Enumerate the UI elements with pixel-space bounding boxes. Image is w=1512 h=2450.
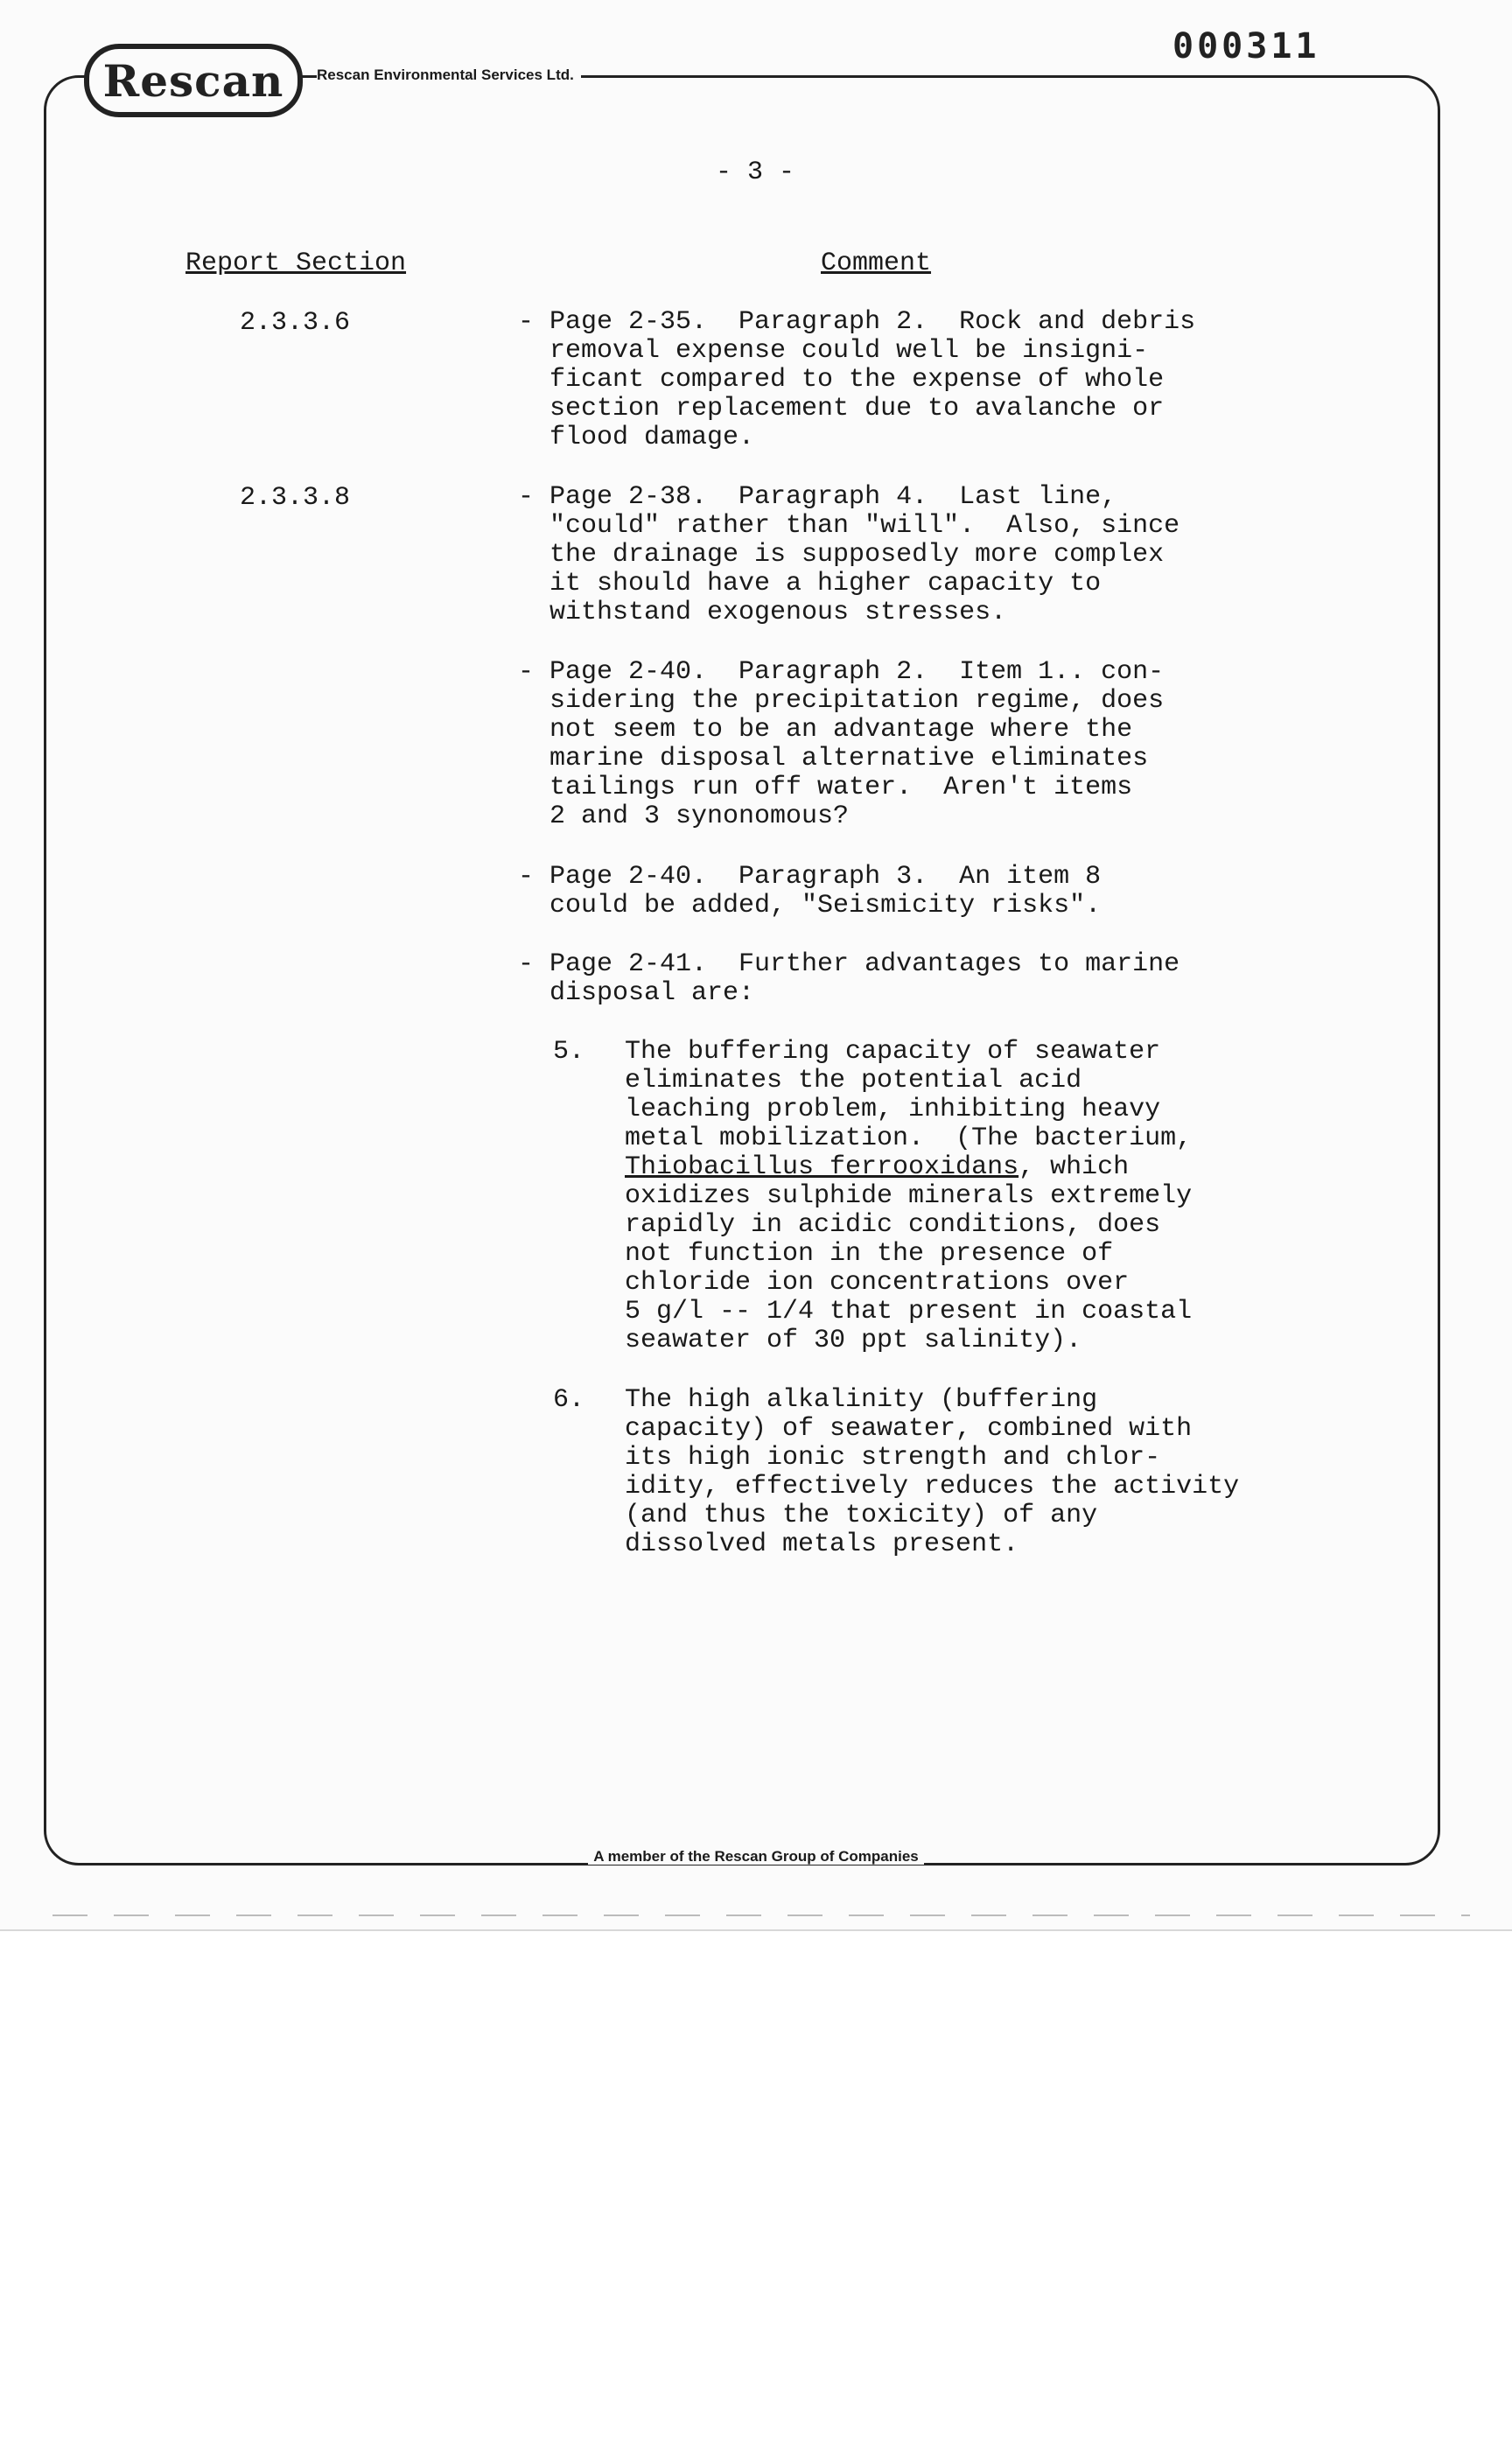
comment-line: "could" rather than "will". Also, since (518, 511, 1180, 541)
item-line: chloride ion concentrations over (625, 1268, 1130, 1298)
item-line: (and thus the toxicity) of any (625, 1501, 1098, 1530)
item-number: 6. (553, 1385, 585, 1415)
item-line: oxidizes sulphide minerals extremely (625, 1181, 1193, 1211)
comment-line: - Page 2-40. Paragraph 3. An item 8 (518, 862, 1102, 892)
item-line: leaching problem, inhibiting heavy (625, 1095, 1161, 1124)
comment-line: it should have a higher capacity to (518, 569, 1102, 598)
item-line: rapidly in acidic conditions, does (625, 1210, 1161, 1240)
species-name: Thiobacillus ferrooxidans (625, 1152, 1019, 1182)
page-number: - 3 - (716, 158, 795, 187)
comment-line: section replacement due to avalanche or (518, 394, 1165, 424)
comment-line: marine disposal alternative eliminates (518, 744, 1149, 774)
comment-line: sidering the precipitation regime, does (518, 686, 1165, 716)
item-line: seawater of 30 ppt salinity). (625, 1326, 1082, 1355)
section-id: 2.3.3.6 (240, 308, 351, 338)
comment-line: ficant compared to the expense of whole (518, 365, 1165, 395)
comment-line: could be added, "Seismicity risks". (518, 891, 1102, 920)
comment-line: not seem to be an advantage where the (518, 715, 1133, 745)
column-header-comment: Comment (821, 248, 932, 278)
comment-line: withstand exogenous stresses. (518, 598, 1007, 627)
item-line (625, 1153, 1129, 1182)
comment-line: 2 and 3 synonomous? (518, 802, 850, 831)
item-line: 5 g/l -- 1/4 that present in coastal (625, 1297, 1193, 1326)
item-line: metal mobilization. (The bacterium, (625, 1124, 1193, 1153)
item-number: 5. (553, 1037, 585, 1067)
item-line: not function in the presence of (625, 1239, 1114, 1269)
comment-line: tailings run off water. Aren't items (518, 773, 1133, 802)
item-line: its high ionic strength and chlor- (625, 1443, 1161, 1473)
column-header-section: Report Section (186, 248, 407, 278)
document-number: 000311 (1172, 26, 1320, 66)
company-name: Rescan Environmental Services Ltd. (317, 66, 581, 84)
scan-artifact (52, 1914, 1470, 1916)
comment-line: flood damage. (518, 423, 755, 452)
item-line: eliminates the potential acid (625, 1066, 1082, 1096)
section-id: 2.3.3.8 (240, 483, 351, 513)
comment-line: the drainage is supposedly more complex (518, 540, 1165, 570)
footer (0, 1848, 1512, 1866)
rescan-logo: Rescan (84, 44, 303, 117)
footer-text: A member of the Rescan Group of Companies (588, 1848, 924, 1865)
comment-line: removal expense could well be insigni- (518, 336, 1149, 366)
comment-line: - Page 2-38. Paragraph 4. Last line, (518, 482, 1117, 512)
item-line-tail: , which (1018, 1152, 1130, 1182)
comment-line: - Page 2-41. Further advantages to marine (518, 949, 1180, 979)
comment-line: - Page 2-40. Paragraph 2. Item 1.. con- (518, 657, 1165, 687)
item-line: capacity) of seawater, combined with (625, 1414, 1193, 1444)
item-line: idity, effectively reduces the activity (625, 1472, 1240, 1502)
comment-line: disposal are: (518, 978, 755, 1008)
comment-line: - Page 2-35. Paragraph 2. Rock and debris (518, 307, 1196, 337)
item-line: The high alkalinity (buffering (625, 1385, 1098, 1415)
item-line: dissolved metals present. (625, 1530, 1019, 1559)
item-line: The buffering capacity of seawater (625, 1037, 1161, 1067)
